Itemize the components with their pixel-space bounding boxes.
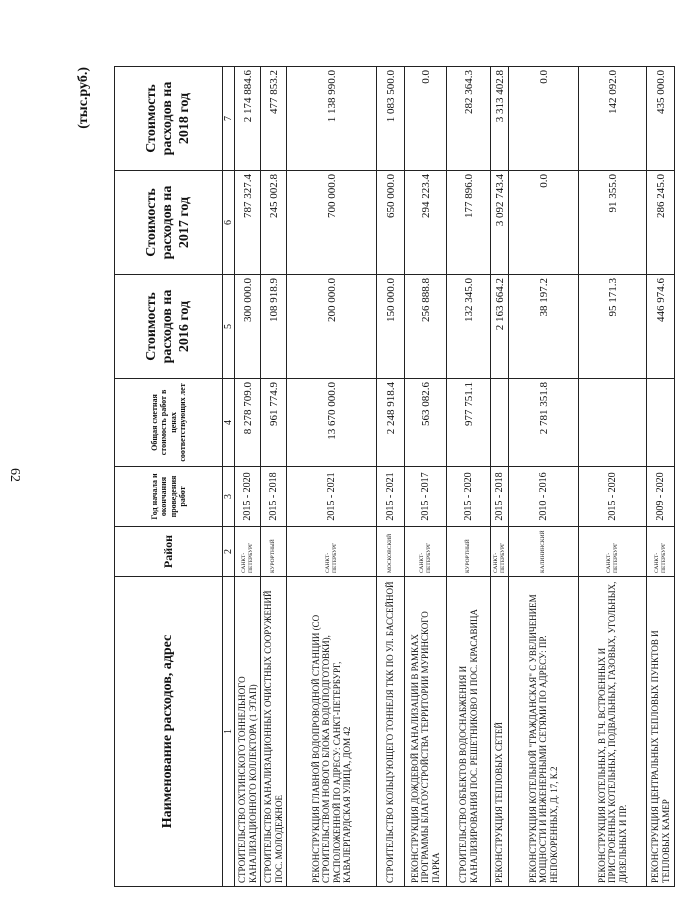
header-row <box>115 67 223 887</box>
table-row <box>509 67 579 887</box>
row-period: 2010 - 2016 <box>509 467 579 527</box>
table-row <box>647 67 675 887</box>
row-name: РЕКОНСТРУКЦИЯ ЦЕНТРАЛЬНЫХ ТЕПЛОВЫХ ПУНКТОВ И ТЕПЛОВЫХ КАМЕР <box>647 577 675 887</box>
row-name: СТРОИТЕЛЬСТВО КАНАЛИЗАЦИОННЫХ ОЧИСТНЫХ СООРУЖЕНИЙ ПОС. МОЛОДЕЖНОЕ <box>261 577 287 887</box>
row-2016: 108 918.9 <box>261 275 287 379</box>
row-period: 2015 - 2018 <box>491 467 509 527</box>
row-2018: 282 364.3 <box>447 67 491 171</box>
row-2018: 477 853.2 <box>261 67 287 171</box>
row-total: 2 248 918.4 <box>377 379 405 467</box>
row-2018: 3 313 402.8 <box>491 67 509 171</box>
row-period: 2015 - 2021 <box>287 467 377 527</box>
col-number: 4 <box>223 379 235 467</box>
row-2018: 0.0 <box>405 67 447 171</box>
row-district: САНКТ-ПЕТЕРБУРГ <box>491 527 509 577</box>
row-name: РЕКОНСТРУКЦИЯ ГЛАВНОЙ ВОДОПРОВОДНОЙ СТАНЦИИ (СО СТРОИТЕЛЬСТВОМ НОВОГО БЛОКА ВОДОПОДГОТОВКИ), РАСПОЛОЖЕННОЙ ПО АДРЕСУ: САНКТ-ПЕТЕРБУРГ, КАВАЛЕРГАРДСКАЯ УЛИЦА, ДОМ 42 <box>287 577 377 887</box>
row-period: 2009 - 2020 <box>647 467 675 527</box>
col-number: 6 <box>223 171 235 275</box>
table-row <box>235 67 261 887</box>
row-period: 2015 - 2020 <box>447 467 491 527</box>
row-2017: 3 092 743.4 <box>491 171 509 275</box>
row-total: 961 774.9 <box>261 379 287 467</box>
row-district: САНКТ-ПЕТЕРБУРГ <box>287 527 377 577</box>
row-period: 2015 - 2018 <box>261 467 287 527</box>
row-2018: 142 092.0 <box>579 67 647 171</box>
row-total: 2 781 351.8 <box>509 379 579 467</box>
row-total <box>579 379 647 467</box>
header-name: Наименование расходов, адрес <box>115 577 223 887</box>
row-2016: 300 000.0 <box>235 275 261 379</box>
row-total <box>491 379 509 467</box>
row-total <box>647 379 675 467</box>
row-2016: 132 345.0 <box>447 275 491 379</box>
row-2017: 294 223.4 <box>405 171 447 275</box>
row-2018: 0.0 <box>509 67 579 171</box>
row-district: САНКТ-ПЕТЕРБУРГ <box>647 527 675 577</box>
header-2017: Стоимость расходов на 2017 год <box>115 171 223 275</box>
header-2018: Стоимость расходов на 2018 год <box>115 67 223 171</box>
row-name: СТРОИТЕЛЬСТВО ОБЪЕКТОВ ВОДОСНАБЖЕНИЯ И КАНАЛИЗИРОВАНИЯ ПОС. РЕШЕТНИКОВО И ПОС. КРАСАВИЦА <box>447 577 491 887</box>
col-number: 1 <box>223 577 235 887</box>
units-label: (тыс.руб.) <box>76 67 91 129</box>
row-name: СТРОИТЕЛЬСТВО КОЛЬЦУЮЩЕГО ТОННЕЛЯ ТКК ПО УЛ. БАССЕЙНОЙ <box>377 577 405 887</box>
row-2017: 177 896.0 <box>447 171 491 275</box>
row-total: 13 670 000.0 <box>287 379 377 467</box>
row-2017: 91 355.0 <box>579 171 647 275</box>
row-district: САНКТ-ПЕТЕРБУРГ <box>579 527 647 577</box>
table-row <box>261 67 287 887</box>
row-total: 977 751.1 <box>447 379 491 467</box>
row-2017: 245 002.8 <box>261 171 287 275</box>
row-2017: 0.0 <box>509 171 579 275</box>
header-district: Район <box>115 527 223 577</box>
row-2016: 150 000.0 <box>377 275 405 379</box>
row-2018: 1 083 500.0 <box>377 67 405 171</box>
row-district: КУРОРТНЫЙ <box>447 527 491 577</box>
col-number: 2 <box>223 527 235 577</box>
row-district: САНКТ-ПЕТЕРБУРГ <box>235 527 261 577</box>
column-number-row <box>223 67 235 887</box>
row-district: КАЛИНИНСКИЙ <box>509 527 579 577</box>
row-district: МОСКОВСКИЙ <box>377 527 405 577</box>
page-number: 62 <box>7 468 22 482</box>
row-2016: 2 163 664.2 <box>491 275 509 379</box>
row-2016: 38 197.2 <box>509 275 579 379</box>
col-number: 3 <box>223 467 235 527</box>
table-row <box>447 67 491 887</box>
row-name: РЕКОНСТРУКЦИЯ ДОЖДЕВОЙ КАНАЛИЗАЦИИ В РАМКАХ ПРОГРАММЫ БЛАГОУСТРОЙСТВА ТЕРРИТОРИИ МУРИНСКОГО ПАРКА <box>405 577 447 887</box>
row-2016: 95 171.3 <box>579 275 647 379</box>
row-2016: 256 888.8 <box>405 275 447 379</box>
row-2016: 200 000.0 <box>287 275 377 379</box>
row-period: 2015 - 2021 <box>377 467 405 527</box>
row-name: РЕКОНСТРУКЦИЯ ТЕПЛОВЫХ СЕТЕЙ <box>491 577 509 887</box>
header-2016: Стоимость расходов на 2016 год <box>115 275 223 379</box>
row-2017: 700 000.0 <box>287 171 377 275</box>
col-number: 5 <box>223 275 235 379</box>
table-row <box>491 67 509 887</box>
row-2018: 2 174 884.6 <box>235 67 261 171</box>
rotated-document <box>58 67 671 887</box>
col-number: 7 <box>223 67 235 171</box>
table-row <box>579 67 647 887</box>
table-row <box>405 67 447 887</box>
row-period: 2015 - 2020 <box>579 467 647 527</box>
expenses-table <box>114 66 675 887</box>
row-2017: 286 245.0 <box>647 171 675 275</box>
row-period: 2015 - 2020 <box>235 467 261 527</box>
row-2017: 787 327.4 <box>235 171 261 275</box>
table-row <box>377 67 405 887</box>
row-name: РЕКОНСТРУКЦИЯ КОТЕЛЬНОЙ "ГРАЖДАНСКАЯ" С УВЕЛИЧЕНИЕМ МОЩНОСТИ И ИНЖЕНЕРНЫМИ СЕТЯМИ ПО АДРЕСУ: ПР. НЕПОКОРЕННЫХ, Д. 17, К.2 <box>509 577 579 887</box>
row-2017: 650 000.0 <box>377 171 405 275</box>
row-name: РЕКОНСТРУКЦИЯ КОТЕЛЬНЫХ, В Т.Ч. ВСТРОЕННЫХ И ПРИСТРОЕННЫХ КОТЕЛЬНЫХ, ПОДВАЛЬНЫХ, ГАЗОВЫХ, УГОЛЬНЫХ, ДИЗЕЛЬНЫХ И ПР. <box>579 577 647 887</box>
header-period: Год начала и окончания проведения работ <box>115 467 223 527</box>
header-total: Общая сметная стоимость работ в ценах соответствующих лет <box>115 379 223 467</box>
row-district: САНКТ-ПЕТЕРБУРГ <box>405 527 447 577</box>
row-2016: 446 974.6 <box>647 275 675 379</box>
row-2018: 1 138 990.0 <box>287 67 377 171</box>
row-district: КУРОРТНЫЙ <box>261 527 287 577</box>
row-period: 2015 - 2017 <box>405 467 447 527</box>
row-total: 563 082.6 <box>405 379 447 467</box>
row-2018: 435 000.0 <box>647 67 675 171</box>
row-name: СТРОИТЕЛЬСТВО ОХТИНСКОГО ТОННЕЛЬНОГО КАНАЛИЗАЦИОННОГО КОЛЛЕКТОРА (1 ЭТАП) <box>235 577 261 887</box>
table-row <box>287 67 377 887</box>
row-total: 8 278 709.0 <box>235 379 261 467</box>
